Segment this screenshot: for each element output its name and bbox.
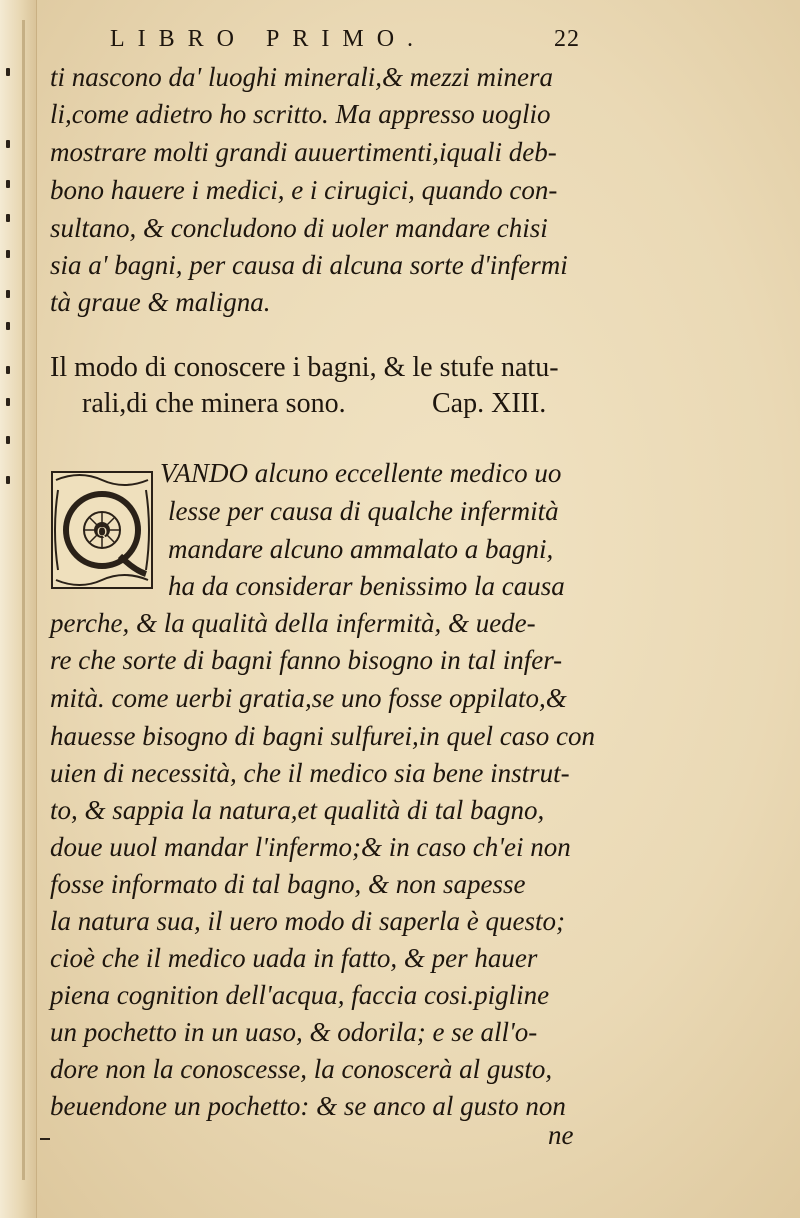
gutter-mark [6, 180, 10, 188]
chapter-label: Cap. XIII. [432, 388, 547, 419]
drop-initial-letter: Q [96, 525, 108, 540]
running-title: LIBRO PRIMO. [110, 26, 427, 52]
chapter-heading-line1: Il modo di conoscere i bagni, & le stufe natu- [50, 352, 559, 383]
text-line: un pochetto in un uaso, & odorila; e se all'o- [50, 1017, 538, 1047]
gutter-mark [6, 366, 10, 374]
foot-mark [40, 1138, 50, 1140]
text-line: tà graue & maligna. [50, 287, 271, 317]
text-line: sultano, & concludono di uoler mandare chisi [50, 213, 548, 243]
text-line: mità. come uerbi gratia,se uno fosse oppilato,& [50, 683, 567, 713]
text-line: doue uuol mandar l'infermo;& in caso ch'ei non [50, 832, 571, 862]
text-line: li,come adietro ho scritto. Ma appresso uoglio [50, 99, 551, 129]
folio-number: 22 [554, 26, 580, 52]
text-line: ha da considerar benissimo la causa [168, 571, 565, 601]
gutter-mark [6, 322, 10, 330]
text-line: la natura sua, il uero modo di saperla è questo; [50, 906, 565, 936]
text-line: bono hauere i medici, e i cirugici, quando con- [50, 175, 558, 205]
chapter-heading-line2: rali,di che minera sono. [82, 388, 346, 419]
text-line: ti nascono da' luoghi minerali,& mezzi minera [50, 62, 554, 92]
text-line: uien di necessità, che il medico sia bene instrut- [50, 758, 570, 788]
text-line: mostrare molti grandi auuertimenti,iquali deb- [50, 137, 557, 167]
text-line: VANDO alcuno eccellente medico uo [160, 458, 562, 488]
text-line: mandare alcuno ammalato a bagni, [168, 534, 554, 564]
text-line: beuendone un pochetto: & se anco al gusto non [50, 1091, 566, 1121]
text-line: dore non la conoscesse, la conoscerà al gusto, [50, 1054, 553, 1084]
decorated-initial [50, 470, 154, 590]
binding-shadow [22, 20, 25, 1180]
ornament-frame-icon [50, 470, 154, 590]
text-line: lesse per causa di qualche infermità [168, 496, 559, 526]
text-line: fosse informato di tal bagno, & non sapesse [50, 869, 526, 899]
text-line: re che sorte di bagni fanno bisogno in tal infer- [50, 645, 563, 675]
text-line: cioè che il medico uada in fatto, & per hauer [50, 943, 538, 973]
gutter-mark [6, 290, 10, 298]
gutter-mark [6, 140, 10, 148]
gutter-mark [6, 250, 10, 258]
gutter-mark [6, 398, 10, 406]
gutter-mark [6, 214, 10, 222]
gutter-mark [6, 68, 10, 76]
text-line: to, & sappia la natura,et qualità di tal bagno, [50, 795, 545, 825]
text-line: piena cognition dell'acqua, faccia cosi.pigline [50, 980, 550, 1010]
catchword: ne [548, 1120, 574, 1150]
gutter-mark [6, 476, 10, 484]
text-line: perche, & la qualità della infermità, & uede- [50, 608, 536, 638]
gutter-mark [6, 436, 10, 444]
page-header [110, 26, 580, 60]
text-line: hauesse bisogno di bagni sulfurei,in quel caso con [50, 721, 595, 751]
text-line: sia a' bagni, per causa di alcuna sorte d'infermi [50, 250, 568, 280]
page-gutter [0, 0, 37, 1218]
